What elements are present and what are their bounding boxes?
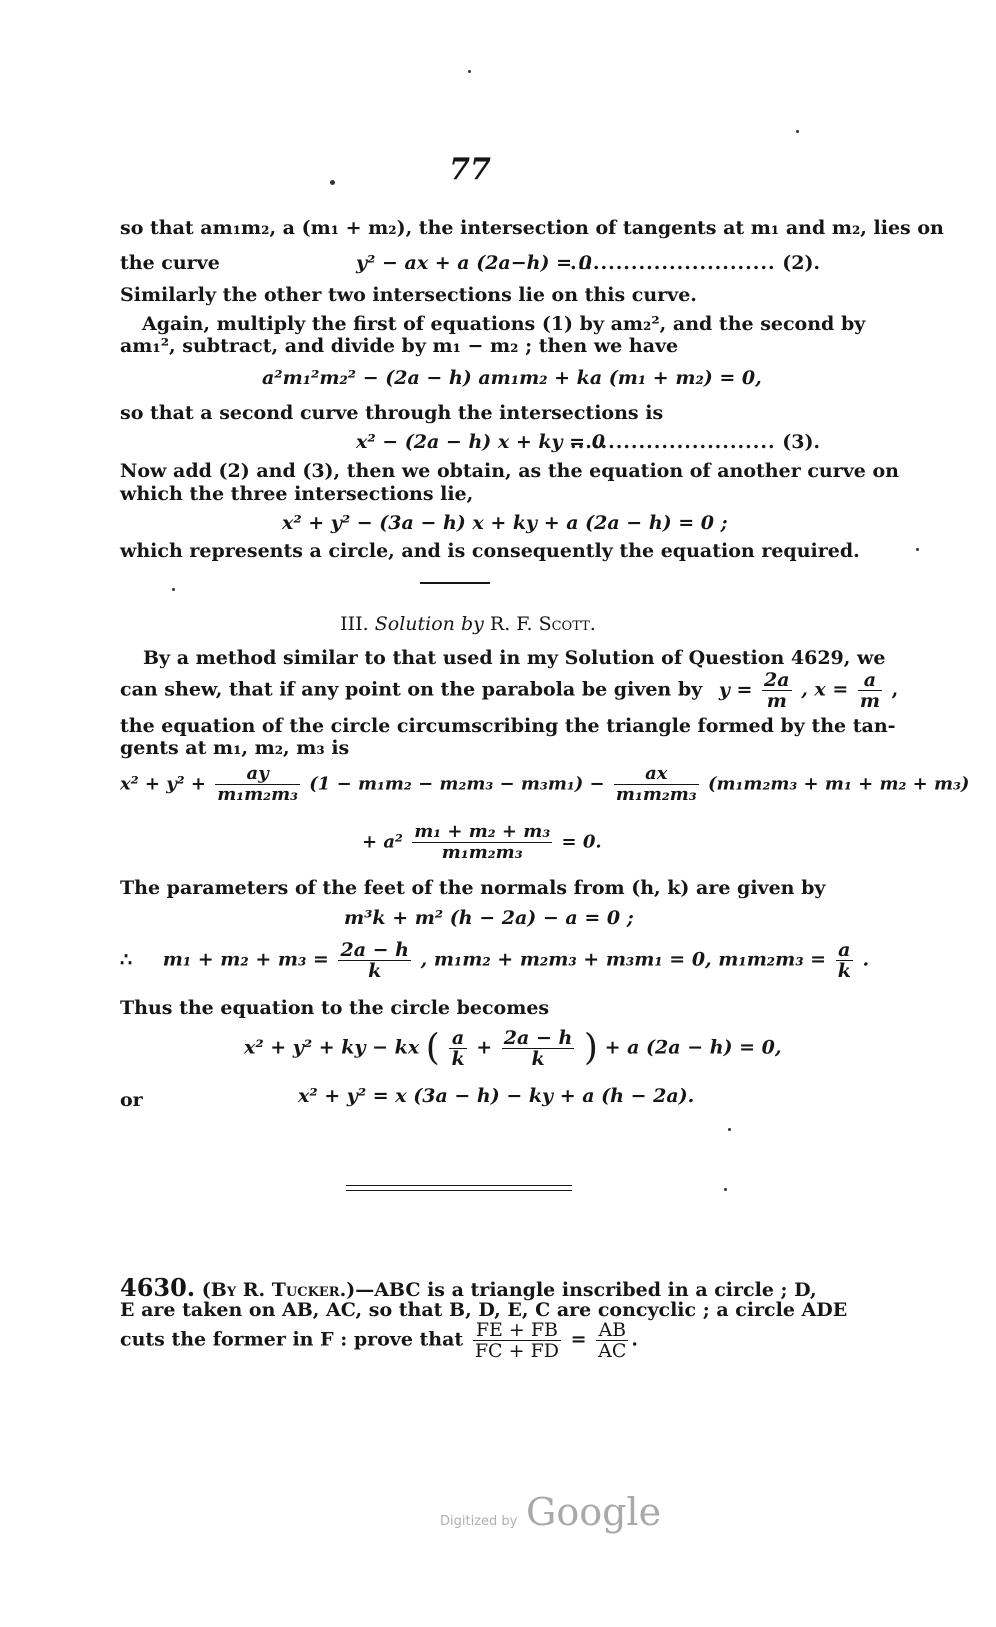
equation-text: . — [862, 948, 870, 971]
scan-speck — [172, 588, 175, 591]
dot-leader: ........................... — [570, 431, 776, 453]
scan-speck — [330, 180, 335, 185]
fraction-denominator: m₁m₂m₃ — [441, 842, 523, 863]
question-line: E are taken on AB, AC, so that B, D, E, C are concyclic ; a circle ADE — [120, 1299, 848, 1321]
text-span: can shew, that if any point on the parabola be given by — [120, 678, 703, 701]
fraction — [473, 1320, 561, 1361]
heading-author: R. F. Scott. — [489, 613, 596, 635]
equation-text: (1 − m₁m₂ − m₂m₃ − m₃m₁) − — [309, 773, 605, 795]
equation-d — [120, 940, 869, 981]
fraction-numerator: ay — [215, 764, 300, 785]
google-logo: Google — [526, 1490, 662, 1534]
fraction-denominator: m — [766, 690, 787, 712]
equation-a: a²m₁²m₂² − (2a − h) am₁m₂ + ka (m₁ + m₂) = 0, — [262, 367, 762, 389]
scan-speck — [796, 130, 799, 133]
equation-text: x² + y² + ky − kx — [244, 1036, 420, 1059]
equation-2 — [356, 251, 592, 275]
fraction-denominator: k — [531, 1048, 545, 1070]
equation-text: + — [476, 1036, 493, 1059]
section-divider-top — [346, 1185, 572, 1186]
text-span: . — [631, 1328, 639, 1351]
fraction — [338, 940, 411, 981]
fraction-numerator: a — [449, 1028, 466, 1049]
fraction — [836, 940, 853, 981]
text-line: or — [120, 1089, 143, 1111]
text-line: so that am₁m₂, a (m₁ + m₂), the intersection of tangents at m₁ and m₂, lies on — [120, 217, 944, 239]
equation-text: = 0. — [561, 831, 602, 853]
equation-b: x² + y² − (3a − h) x + ky + a (2a − h) = 0 ; — [282, 512, 728, 534]
text-line-with-fractions — [120, 669, 899, 718]
fraction-denominator: k — [451, 1048, 465, 1070]
fraction-denominator: m₁m₂m₃ — [217, 784, 298, 805]
equation-text: x² − (2a − h) x + ky = 0 — [356, 431, 605, 453]
text-span: cuts the former in F : prove that — [120, 1328, 464, 1351]
text-span: the curve — [120, 252, 220, 274]
fraction-numerator: 2a − h — [340, 939, 409, 961]
fraction — [412, 822, 552, 863]
fraction — [596, 1320, 628, 1361]
fraction-denominator: FC + FD — [474, 1340, 559, 1362]
text-line: the equation of the circle circumscribing the triangle formed by the tan- — [120, 715, 896, 737]
watermark-text: Digitized by — [440, 1514, 518, 1529]
text-line: The parameters of the feet of the normals from (h, k) are given by — [120, 877, 826, 899]
fraction — [762, 670, 792, 711]
question-author: (By R. Tucker.) — [201, 1279, 356, 1301]
text-line: Thus the equation to the circle becomes — [120, 997, 550, 1019]
text-line: which the three intersections lie, — [120, 483, 474, 505]
equation-text: x² + y² + — [120, 773, 206, 795]
text-line: so that a second curve through the intersections is — [120, 402, 664, 424]
fraction — [858, 670, 882, 711]
scan-speck — [724, 1188, 727, 1191]
left-paren: ( — [425, 1027, 440, 1069]
fraction-denominator: m₁m₂m₃ — [615, 784, 697, 805]
scan-speck — [916, 548, 919, 551]
dot-leader: ........................... — [570, 252, 776, 274]
fraction-numerator: a — [836, 940, 853, 961]
equation-e — [244, 1028, 782, 1069]
therefore-symbol: ∴ — [120, 948, 133, 971]
heading-number: III. — [340, 613, 369, 635]
text-span: = — [570, 1328, 587, 1351]
fraction — [502, 1028, 575, 1069]
text-line: Again, multiply the first of equations (1) by am₂², and the second by — [142, 313, 866, 335]
equation-3 — [356, 430, 605, 454]
equation-f: x² + y² = x (3a − h) − ky + a (h − 2a). — [298, 1085, 695, 1107]
equation-tag: (2). — [782, 252, 821, 274]
text-line: Now add (2) and (3), then we obtain, as the equation of another curve on — [120, 460, 899, 482]
equation-tag: (3). — [782, 431, 821, 453]
fraction-numerator: m₁ + m₂ + m₃ — [414, 821, 551, 842]
fraction — [614, 764, 699, 805]
section-divider — [420, 582, 490, 584]
fraction-denominator: AC — [598, 1340, 627, 1362]
equation-2-leader — [570, 251, 820, 275]
fraction-numerator: ax — [614, 764, 699, 785]
text-span: —ABC is a triangle inscribed in a circle ; D, — [355, 1279, 817, 1301]
fraction-denominator: k — [837, 960, 851, 982]
fraction-denominator: k — [368, 960, 382, 982]
text-line: am₁², subtract, and divide by m₁ − m₂ ; then we have — [120, 335, 679, 357]
right-paren: ) — [583, 1027, 598, 1069]
question-line-with-fractions — [120, 1320, 816, 1370]
text-span: , — [891, 678, 899, 701]
section-divider-bottom — [346, 1190, 572, 1191]
heading-solution: Solution by — [374, 613, 484, 635]
fraction-numerator: FE + FB — [473, 1320, 561, 1341]
circle-equation-line2 — [362, 822, 602, 863]
text-line: By a method similar to that used in my Solution of Question 4629, we — [143, 647, 886, 669]
equation-text: y² − ax + a (2a−h) = 0 — [356, 252, 592, 274]
section-heading — [120, 612, 816, 636]
scan-speck — [728, 1128, 731, 1131]
equation-3-leader — [570, 430, 820, 454]
fraction-denominator: m — [859, 690, 881, 712]
equation-text: + a² — [362, 831, 403, 853]
question-number: 4630. — [120, 1273, 196, 1302]
text-line: Similarly the other two intersections lie on this curve. — [120, 284, 697, 306]
equation-text: + a (2a − h) = 0, — [604, 1036, 782, 1059]
equation-text: m₁ + m₂ + m₃ = — [162, 948, 329, 971]
scan-speck — [468, 70, 471, 73]
fraction — [449, 1028, 466, 1069]
text-line: which represents a circle, and is consequently the equation required. — [120, 540, 860, 562]
circle-equation-line1 — [120, 764, 969, 805]
text-span: , x = — [801, 678, 849, 701]
equation-c: m³k + m² (h − 2a) − a = 0 ; — [344, 907, 634, 929]
equation-text: , m₁m₂ + m₂m₃ + m₃m₁ = 0, m₁m₂m₃ = — [420, 948, 827, 971]
fraction-numerator: 2a − h — [503, 1027, 573, 1049]
text-span: y = — [718, 678, 753, 701]
page-number: 77 — [449, 152, 491, 187]
text-line: gents at m₁, m₂, m₃ is — [120, 737, 350, 759]
fraction — [215, 764, 300, 805]
digitized-by-google-watermark — [440, 1490, 660, 1540]
fraction-numerator: AB — [596, 1320, 628, 1341]
fraction-numerator: a — [858, 670, 882, 691]
equation-text: (m₁m₂m₃ + m₁ + m₂ + m₃) — [707, 773, 970, 795]
fraction-numerator: 2a — [764, 669, 790, 691]
